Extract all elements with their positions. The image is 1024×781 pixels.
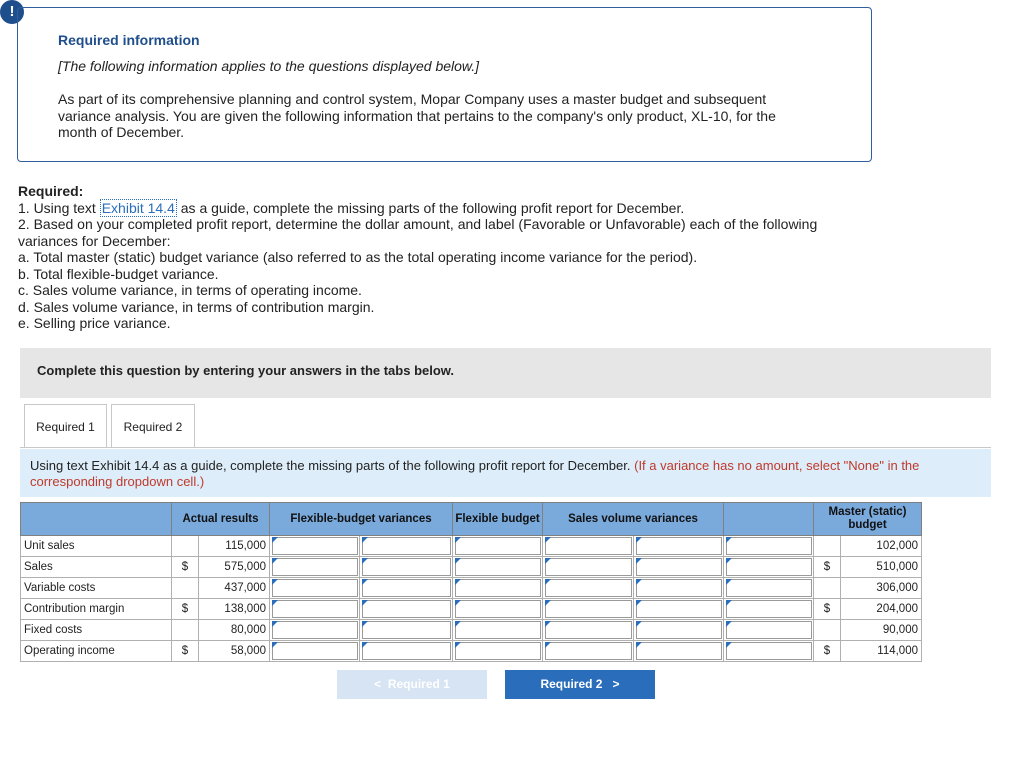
master-value: 204,000 <box>841 599 922 620</box>
header-flexible-budget-variances: Flexible-budget variances <box>270 503 453 536</box>
flexible-budget-variance-amount-input[interactable] <box>270 620 360 641</box>
header-sales-volume-variances: Sales volume variances <box>543 503 724 536</box>
header-gap <box>724 503 814 536</box>
requirement-c: c. Sales volume variance, in terms of operating income. <box>18 282 362 298</box>
info-title: Required information <box>58 32 200 48</box>
requirements <box>18 183 878 332</box>
master-value: 114,000 <box>841 641 922 662</box>
exhibit-link[interactable]: Exhibit 14.4 <box>101 199 175 216</box>
requirement-e: e. Selling price variance. <box>18 315 171 331</box>
actual-value: 138,000 <box>199 599 270 620</box>
sales-volume-variance-label-input[interactable] <box>634 557 724 578</box>
header-flexible-budget: Flexible budget <box>453 503 543 536</box>
flexible-budget-variance-amount-input[interactable] <box>270 536 360 557</box>
master-currency: $ <box>814 599 841 620</box>
actual-value: 437,000 <box>199 578 270 599</box>
flexible-budget-variance-label-input[interactable] <box>360 620 453 641</box>
master-currency: $ <box>814 557 841 578</box>
sales-volume-variance-label-input[interactable] <box>634 578 724 599</box>
flexible-budget-variance-label-input[interactable] <box>360 641 453 662</box>
sales-volume-variance-label-input[interactable] <box>634 599 724 620</box>
requirement-b: b. Total flexible-budget variance. <box>18 265 219 282</box>
task-note: (If a variance has no amount, select "None" in the corresponding dropdown cell.) <box>30 458 920 489</box>
header-master-budget: Master (static) budget <box>814 503 922 536</box>
blank-input-input[interactable] <box>724 641 814 662</box>
sales-volume-variance-amount-input[interactable] <box>543 641 634 662</box>
flexible-budget-amount-input[interactable] <box>453 641 543 662</box>
actual-currency <box>172 536 199 557</box>
table-row <box>21 641 922 662</box>
table-row <box>21 536 922 557</box>
task-text: Using text Exhibit 14.4 as a guide, complete the missing parts of the following profit report for December. (If a variance has no amount, select "None" in the corresponding dropdown cell.) <box>30 458 920 489</box>
required-information-box <box>17 7 872 162</box>
sales-volume-variance-amount-input[interactable] <box>543 557 634 578</box>
tab-required-1[interactable]: Required 1 <box>24 404 107 448</box>
master-value: 102,000 <box>841 536 922 557</box>
flexible-budget-variance-label-input[interactable] <box>360 557 453 578</box>
requirement-d: d. Sales volume variance, in terms of contribution margin. <box>18 298 375 315</box>
flexible-budget-variance-amount-input[interactable] <box>270 578 360 599</box>
header-actual-results: Actual results <box>172 503 270 536</box>
row-label: Contribution margin <box>21 599 172 620</box>
flexible-budget-variance-label-input[interactable] <box>360 536 453 557</box>
flexible-budget-variance-label-input[interactable] <box>360 599 453 620</box>
instruction-bar <box>20 348 991 398</box>
flexible-budget-variance-amount-input[interactable] <box>270 641 360 662</box>
row-label: Fixed costs <box>21 620 172 641</box>
table-row <box>21 557 922 578</box>
profit-report-table <box>20 502 922 662</box>
table-row <box>21 578 922 599</box>
chevron-right-icon: > <box>612 677 620 691</box>
task-instructions <box>20 449 991 497</box>
instruction-text: Complete this question by entering your answers in the tabs below. <box>37 363 455 378</box>
flexible-budget-amount-input[interactable] <box>453 620 543 641</box>
requirement-a: a. Total master (static) budget variance (also referred to as the total operating income variance for the period). <box>18 249 698 265</box>
actual-value: 58,000 <box>199 641 270 662</box>
master-currency <box>814 578 841 599</box>
blank-input-input[interactable] <box>724 536 814 557</box>
required-heading: Required: <box>18 183 84 199</box>
actual-currency: $ <box>172 641 199 662</box>
row-label: Unit sales <box>21 536 172 557</box>
master-value: 90,000 <box>841 620 922 641</box>
actual-value: 575,000 <box>199 557 270 578</box>
actual-value: 80,000 <box>199 620 270 641</box>
actual-currency <box>172 578 199 599</box>
flexible-budget-variance-label-input[interactable] <box>360 578 453 599</box>
requirement-2: 2. Based on your completed profit report, determine the dollar amount, and label (Favorable or Unfavorable) each of the following variances for December: <box>18 216 818 249</box>
blank-input-input[interactable] <box>724 578 814 599</box>
actual-currency <box>172 620 199 641</box>
blank-input-input[interactable] <box>724 557 814 578</box>
flexible-budget-amount-input[interactable] <box>453 599 543 620</box>
master-value: 510,000 <box>841 557 922 578</box>
requirement-1: 1. Using text Exhibit 14.4 as a guide, complete the missing parts of the following profit report for December. <box>18 199 685 216</box>
flexible-budget-amount-input[interactable] <box>453 557 543 578</box>
master-value: 306,000 <box>841 578 922 599</box>
header-blank <box>21 503 172 536</box>
blank-input-input[interactable] <box>724 599 814 620</box>
blank-input-input[interactable] <box>724 620 814 641</box>
actual-currency: $ <box>172 557 199 578</box>
next-button[interactable]: Required 2 > <box>505 670 655 699</box>
tab-divider <box>20 447 991 448</box>
flexible-budget-variance-amount-input[interactable] <box>270 599 360 620</box>
sales-volume-variance-amount-input[interactable] <box>543 620 634 641</box>
sales-volume-variance-amount-input[interactable] <box>543 536 634 557</box>
prev-button: < Required 1 <box>337 670 487 699</box>
actual-value: 115,000 <box>199 536 270 557</box>
info-body: As part of its comprehensive planning and control system, Mopar Company uses a master budget and subsequent variance analysis. You are given the following information that pertains to the company's only product, XL-10, for the month of December. <box>58 91 776 140</box>
sales-volume-variance-label-input[interactable] <box>634 536 724 557</box>
sales-volume-variance-amount-input[interactable] <box>543 578 634 599</box>
row-label: Operating income <box>21 641 172 662</box>
chevron-left-icon: < <box>374 677 382 691</box>
master-currency <box>814 536 841 557</box>
sales-volume-variance-label-input[interactable] <box>634 641 724 662</box>
tab-required-2[interactable]: Required 2 <box>111 404 195 448</box>
table-row <box>21 620 922 641</box>
master-currency <box>814 620 841 641</box>
sales-volume-variance-amount-input[interactable] <box>543 599 634 620</box>
master-currency: $ <box>814 641 841 662</box>
sales-volume-variance-label-input[interactable] <box>634 620 724 641</box>
info-subtitle: [The following information applies to the questions displayed below.] <box>58 58 480 74</box>
flexible-budget-variance-amount-input[interactable] <box>270 557 360 578</box>
row-label: Sales <box>21 557 172 578</box>
table-row <box>21 599 922 620</box>
actual-currency: $ <box>172 599 199 620</box>
flexible-budget-amount-input[interactable] <box>453 536 543 557</box>
flexible-budget-amount-input[interactable] <box>453 578 543 599</box>
alert-icon: ! <box>0 0 24 24</box>
row-label: Variable costs <box>21 578 172 599</box>
